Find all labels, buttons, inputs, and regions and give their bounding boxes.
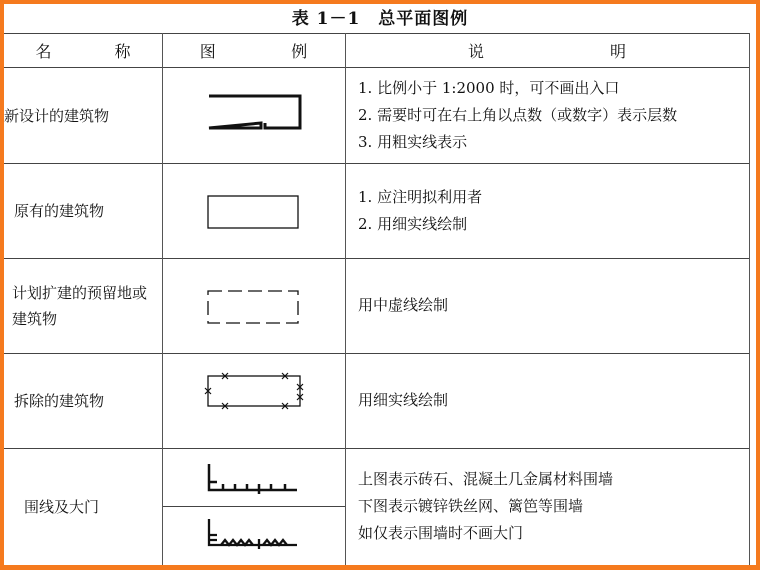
row-desc bbox=[358, 68, 750, 163]
desc-line: 下图表示镀锌铁丝网、篱笆等围墙 bbox=[358, 497, 584, 515]
header-desc bbox=[345, 34, 749, 67]
new-building-symbol bbox=[205, 92, 305, 132]
row-desc bbox=[358, 448, 750, 565]
table-title: 表 1－1 总平面图例 bbox=[291, 9, 469, 29]
row-name: 新设计的建筑物 bbox=[4, 107, 110, 125]
row-name: 计划扩建的预留地或建筑物 bbox=[12, 283, 148, 328]
row-name: 拆除的建筑物 bbox=[14, 392, 105, 410]
header-name bbox=[4, 34, 162, 67]
desc-line: 用细实线绘制 bbox=[358, 391, 449, 409]
desc-line: 2. 用细实线绘制 bbox=[358, 214, 468, 233]
header-text: 例 bbox=[291, 42, 308, 61]
row-desc bbox=[358, 353, 750, 448]
header-text: 名 bbox=[35, 42, 52, 61]
masonry-wall-symbol bbox=[205, 460, 305, 495]
desc-line: 1. 应注明拟利用者 bbox=[358, 187, 483, 206]
header-text: 明 bbox=[609, 42, 626, 61]
row-desc bbox=[358, 258, 750, 353]
column-divider bbox=[162, 33, 163, 565]
header-text: 图 bbox=[199, 42, 216, 61]
desc-line: 用中虚线绘制 bbox=[358, 296, 449, 314]
divider bbox=[162, 506, 345, 507]
demolished-building-symbol bbox=[200, 370, 310, 415]
row-name: 原有的建筑物 bbox=[14, 202, 105, 220]
column-divider bbox=[345, 33, 346, 565]
planned-building-symbol bbox=[205, 288, 305, 328]
existing-building-symbol bbox=[205, 193, 305, 233]
header-text: 称 bbox=[114, 42, 131, 61]
desc-line: 1. 比例小于 1:2000 时，可不画出入口 bbox=[358, 79, 620, 97]
desc-line: 上图表示砖石、混凝土几金属材料围墙 bbox=[358, 470, 614, 488]
desc-line: 如仅表示围墙时不画大门 bbox=[358, 524, 524, 542]
header-legend bbox=[162, 34, 345, 67]
row-desc bbox=[358, 163, 750, 258]
row-name: 围线及大门 bbox=[24, 498, 100, 516]
wire-fence-symbol bbox=[205, 515, 305, 550]
desc-line: 2. 需要时可在右上角以点数（或数字）表示层数 bbox=[358, 106, 678, 124]
header-text: 说 bbox=[467, 42, 484, 61]
desc-line: 3. 用粗实线表示 bbox=[358, 133, 468, 151]
